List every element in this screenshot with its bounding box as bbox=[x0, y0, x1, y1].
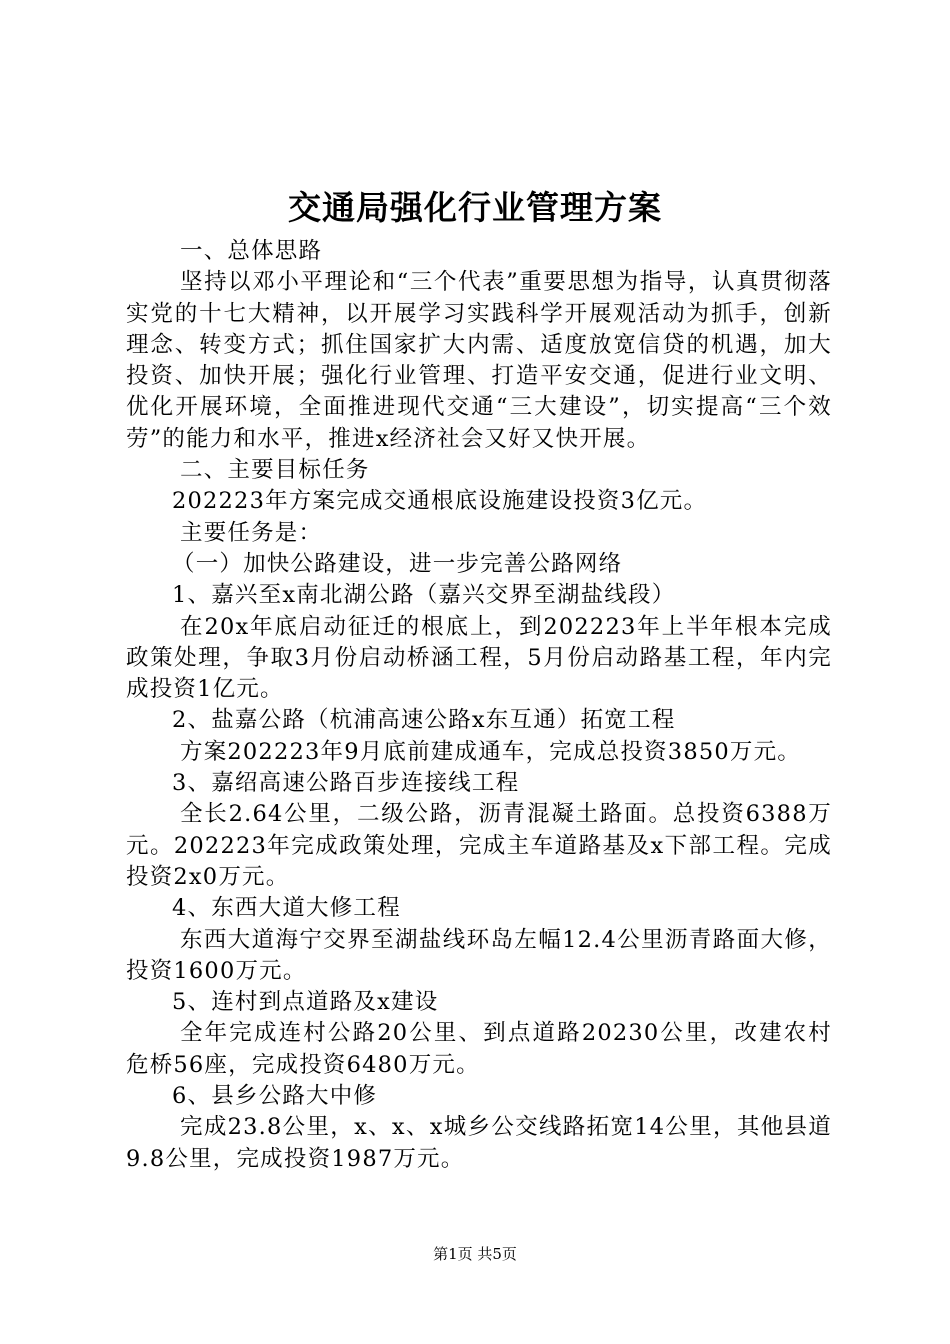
paragraph: 在20x年底启动征迁的根底上，到202223年上半年根本完成政策处理，争取3月份启动桥涵工程，5月份启动路基工程，年内完成投资1亿元。 bbox=[126, 613, 832, 703]
item-heading: 1、嘉兴至x南北湖公路（嘉兴交界至湖盐线段） bbox=[172, 582, 676, 609]
item-heading: 6、县乡公路大中修 bbox=[172, 1083, 378, 1110]
paragraph: 全年完成连村公路20公里、到点道路20230公里，改建农村危桥56座，完成投资6480万元。 bbox=[126, 1020, 832, 1078]
paragraph: 202223年方案完成交通根底设施建设投资3亿元。 bbox=[172, 488, 708, 515]
paragraph: 全长2.64公里，二级公路，沥青混凝土路面。总投资6388万元。202223年完成政策处理，完成主车道路基及x下部工程。完成投资2x0万元。 bbox=[126, 801, 832, 890]
paragraph: 东西大道海宁交界至湖盐线环岛左幅12.4公里沥青路面大修，投资1600万元。 bbox=[126, 926, 832, 984]
subsection-heading: （一）加快公路建设，进一步完善公路网络 bbox=[172, 550, 623, 577]
item-heading: 3、嘉绍高速公路百步连接线工程 bbox=[172, 770, 520, 797]
item-heading: 2、盐嘉公路（杭浦高速公路x东互通）拓宽工程 bbox=[172, 707, 676, 734]
item-heading: 4、东西大道大修工程 bbox=[172, 895, 401, 922]
page-number-footer: 第1页 共5页 bbox=[433, 1245, 517, 1263]
item-heading: 5、连村到点道路及x建设 bbox=[172, 989, 439, 1016]
paragraph: 坚持以邓小平理论和“三个代表”重要思想为指导，认真贯彻落实党的十七大精神，以开展学习实践科学开展观活动为抓手，创新理念、转变方式；抓住国家扩大内需、适度放宽信贷的机遇，加大投资、加快开展；强化行业管理、打造平安交通，促进行业文明、优化开展环境，全面推进现代交通“三大建设”，切实提高“三个效劳”的能力和水平，推进x经济社会又好又快开展。 bbox=[126, 269, 832, 452]
paragraph: 主要任务是： bbox=[180, 519, 323, 546]
section-heading: 二、主要目标任务 bbox=[180, 457, 370, 484]
section-heading: 一、总体思路 bbox=[180, 238, 323, 264]
document-title: 交通局强化行业管理方案 bbox=[288, 188, 662, 227]
document-body bbox=[126, 236, 832, 1175]
paragraph: 方案202223年9月底前建成通车，完成总投资3850万元。 bbox=[180, 738, 801, 765]
paragraph: 完成23.8公里，x、x、x城乡公交线路拓宽14公里，其他县道9.8公里，完成投资1987万元。 bbox=[126, 1114, 832, 1172]
